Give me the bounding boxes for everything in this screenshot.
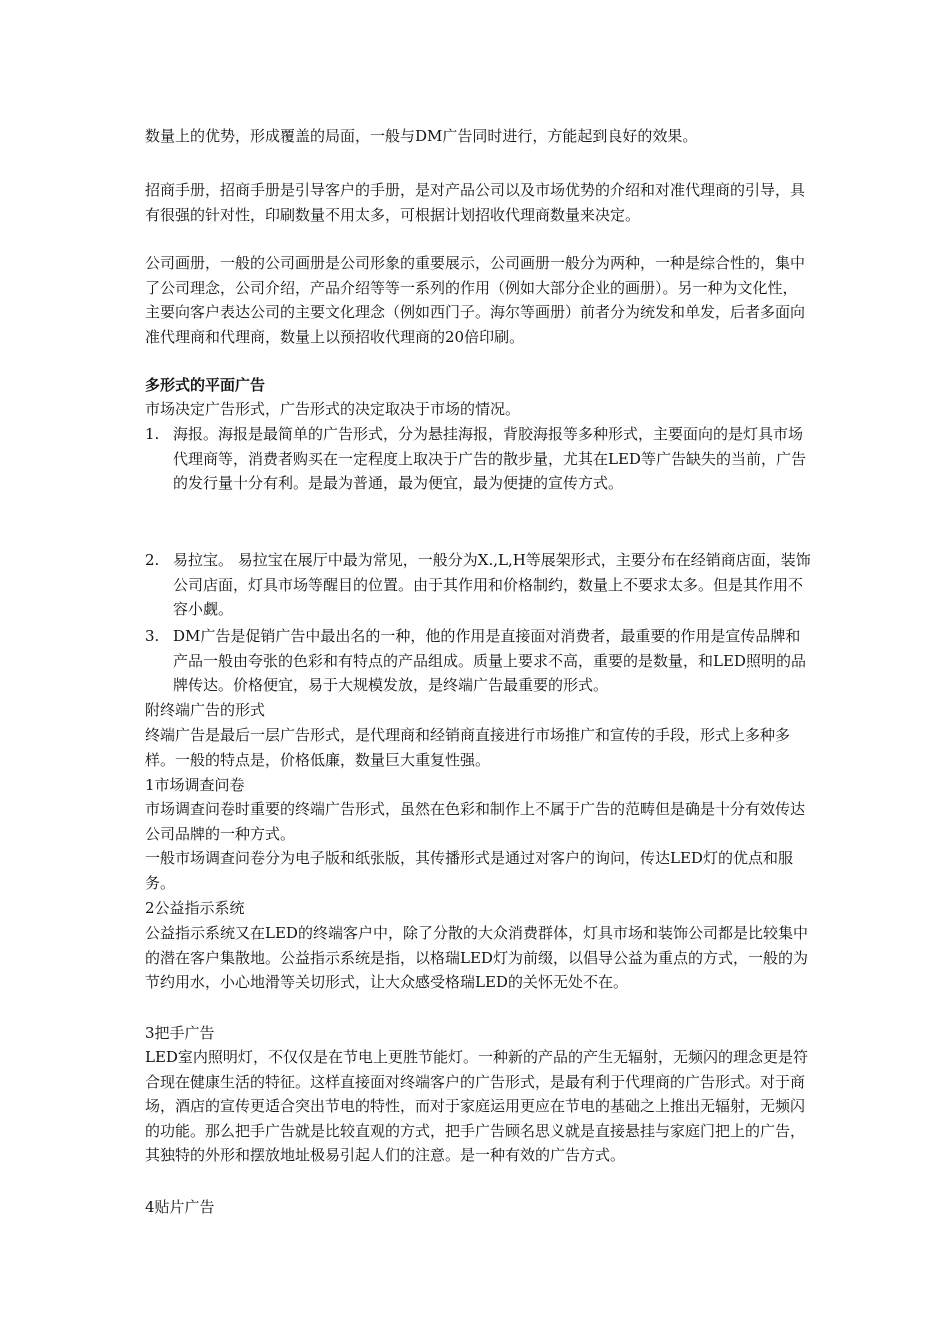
list-item <box>145 548 810 622</box>
paragraph-survey-2: 一般市场调查问卷分为电子版和纸张版，其传播形式是通过对客户的询问，传达LED灯的优点和服务。 <box>145 849 793 892</box>
list-text: 海报。海报是最简单的广告形式，分为悬挂海报，背胶海报等多种形式，主要面向的是灯具市场代理商等，消费者购买在一定程度上取决于广告的散步量，尤其在LED等广告缺失的当前，广告的发行量十分有利。是最为普通，最为便宜，最为便捷的宣传方式。 <box>173 425 806 492</box>
paragraph-company-brochure: 公司画册，一般的公司画册是公司形象的重要展示，公司画册一般分为两种，一种是综合性的，集中了公司理念，公司介绍，产品介绍等等一系列的作用（例如大部分企业的画册）。另一种为文化性，主要向客户表达公司的主要文化理念（例如西门子。海尔等画册）前者分为统发和单发，后者多面向准代理商和代理商，数量上以预招收代理商的20倍印刷。 <box>145 254 806 346</box>
paragraph-public-signs: 公益指示系统又在LED的终端客户中，除了分散的大众消费群体，灯具市场和装饰公司都是比较集中的潜在客户集散地。公益指示系统是指，以格瑞LED灯为前缀，以倡导公益为重点的方式，一般的为 节约用水，小心地滑等关切形式，让大众感受格瑞LED的关怀无处不在。 <box>145 924 808 991</box>
list-number: 3. <box>145 627 160 645</box>
list-text: DM广告是促销广告中最出名的一种，他的作用是直接面对消费者，最重要的作用是宣传品牌和产品一般由夸张的色彩和有特点的产品组成。质量上要求不高，重要的是数量，和LED照明的品牌传达。价格便宜，易于大规模发放，是终端广告最重要的形式。 <box>173 627 806 694</box>
paragraph-zhaoshang-manual: 招商手册，招商手册是引导客户的手册，是对产品公司以及市场优势的介绍和对准代理商的引导，具有很强的针对性，印刷数量不用太多，可根据计划招收代理商数量来决定。 <box>145 181 806 224</box>
list-number: 1. <box>145 425 160 443</box>
paragraph-handle-ads: LED室内照明灯，不仅仅是在节电上更胜节能灯。一种新的产品的产生无辐射，无频闪的理念更是符合现在健康生活的特征。这样直接面对终端客户的广告形式，是最有利于代理商的广告形式。对于商场，酒店的宣传更适合突出节电的特性，而对于家庭运用更应在节电的基础之上推出无辐射，无频闪的功能。那么把手广告就是比较直观的方式，把手广告顾名思义就是直接悬挂与家庭门把上的广告，其独特的外形和摆放地址极易引起人们的注意。是一种有效的广告方式。 <box>145 1048 808 1164</box>
list-number: 2. <box>145 551 160 569</box>
paragraph-terminal-ads: 终端广告是最后一层广告形式，是代理商和经销商直接进行市场推广和宣传的手段，形式上多种多样。一般的特点是，价格低廉，数量巨大重复性强。 <box>145 726 791 769</box>
paragraph-dm-effect: 数量上的优势，形成覆盖的局面，一般与DM广告同时进行，方能起到良好的效果。 <box>145 127 698 145</box>
subheading-public-signs: 2公益指示系统 <box>145 899 245 917</box>
heading-print-ads: 多形式的平面广告 <box>145 376 266 394</box>
subheading-survey: 1市场调查问卷 <box>145 776 245 794</box>
list-text: 易拉宝。 易拉宝在展厅中最为常见，一般分为X.,L,H等展架形式，主要分布在经销商店面，装饰公司店面，灯具市场等醒目的位置。由于其作用和价格制约，数量上不要求太多。但是其作用不容小觑。 <box>173 551 811 618</box>
list-item <box>145 624 810 698</box>
subheading-sticker-ads: 4贴片广告 <box>145 1198 215 1216</box>
paragraph-terminal-forms: 附终端广告的形式 <box>145 701 266 719</box>
subheading-handle-ads: 3把手广告 <box>145 1024 215 1042</box>
list-item <box>145 422 810 496</box>
paragraph-market-intro: 市场决定广告形式，广告形式的决定取决于市场的情况。 <box>145 400 521 418</box>
paragraph-survey-1: 市场调查问卷时重要的终端广告形式，虽然在色彩和制作上不属于广告的范畴但是确是十分有效传达公司品牌的一种方式。 <box>145 800 806 843</box>
